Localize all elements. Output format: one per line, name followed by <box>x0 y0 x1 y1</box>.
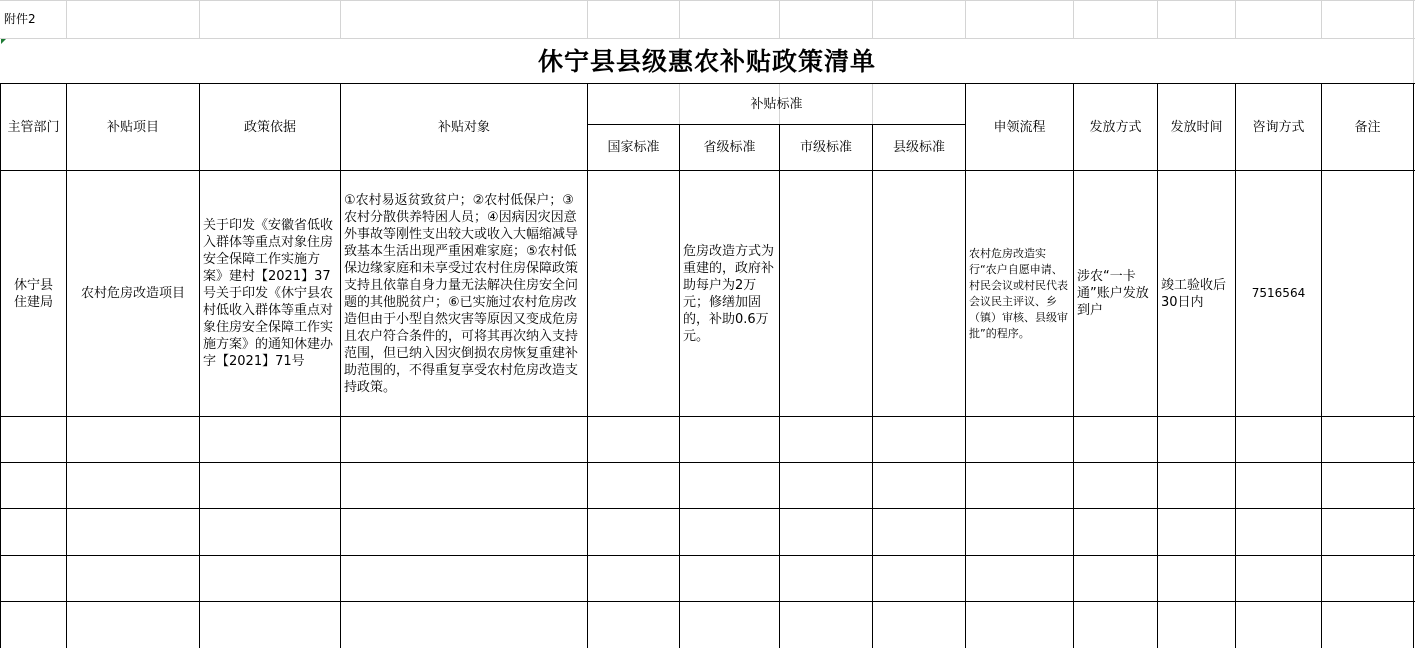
sheet-title[interactable]: 休宁县县级惠农补贴政策清单 <box>537 46 876 76</box>
cell-dept[interactable]: 休宁县住建局 <box>13 277 53 310</box>
cell-process[interactable]: 农村危房改造实行“农户自愿申请、村民会议或村民代表会议民主评议、乡（镇）审核、县级审批”的程序。 <box>969 246 1068 340</box>
header-national[interactable]: 国家标准 <box>607 140 660 155</box>
cell-national[interactable] <box>588 171 679 416</box>
cell-payment-method[interactable]: 涉农“一卡通”账户发放到户 <box>1077 269 1149 318</box>
attachment-label[interactable]: 附件2 <box>4 12 36 26</box>
header-payment-method[interactable]: 发放方式 <box>1089 119 1142 135</box>
header-project[interactable]: 补贴项目 <box>106 119 159 135</box>
cell-provincial[interactable]: 危房改造方式为重建的，政府补助每户为2万元；修缮加固的，补助0.6万元。 <box>683 243 775 344</box>
cell-target[interactable]: ①农村易返贫致贫户；②农村低保户；③农村分散供养特困人员；④因病因灾因意外事故等刚性支出较大或收入大幅缩减导致基本生活出现严重困难家庭；⑤农村低保边缘家庭和未享受过农村住房保障政策支持且依靠自身力量无法解决住房安全问题的其他脱贫户；⑥已实施过农村危房改造但由于小型自然灾害等原因又变成危房且农户符合条件的，可将其再次纳入支持范围，但已纳入因灾倒损农房恢复重建补助范围的，不得重复享受农村危房改造支持政策。 <box>344 192 579 395</box>
header-provincial[interactable]: 省级标准 <box>703 140 756 155</box>
header-city[interactable]: 市级标准 <box>799 140 852 155</box>
cell-contact[interactable]: 7516564 <box>1251 286 1306 300</box>
header-standard[interactable]: 补贴标准 <box>750 96 803 112</box>
header-dept[interactable]: 主管部门 <box>7 119 60 135</box>
header-county[interactable]: 县级标准 <box>892 140 945 155</box>
header-process[interactable]: 申领流程 <box>993 119 1046 135</box>
header-contact[interactable]: 咨询方式 <box>1252 119 1305 135</box>
cell-payment-time[interactable]: 竣工验收后30日内 <box>1161 277 1227 310</box>
header-basis[interactable]: 政策依据 <box>243 119 296 135</box>
cell-basis[interactable]: 关于印发《安徽省低收入群体等重点对象住房安全保障工作实施方案》建村【2021】37号关于印发《休宁县农村低收入群体等重点对象住房安全保障工作实施方案》的通知休建办字【2021】71号 <box>203 218 334 369</box>
cell-city[interactable] <box>780 171 872 416</box>
cell-county[interactable] <box>873 171 965 416</box>
cell-remarks[interactable] <box>1322 171 1413 416</box>
cell-project[interactable]: 农村危房改造项目 <box>80 286 185 301</box>
header-payment-time[interactable]: 发放时间 <box>1170 119 1223 135</box>
header-remarks[interactable]: 备注 <box>1354 119 1381 135</box>
header-target[interactable]: 补贴对象 <box>437 119 490 135</box>
